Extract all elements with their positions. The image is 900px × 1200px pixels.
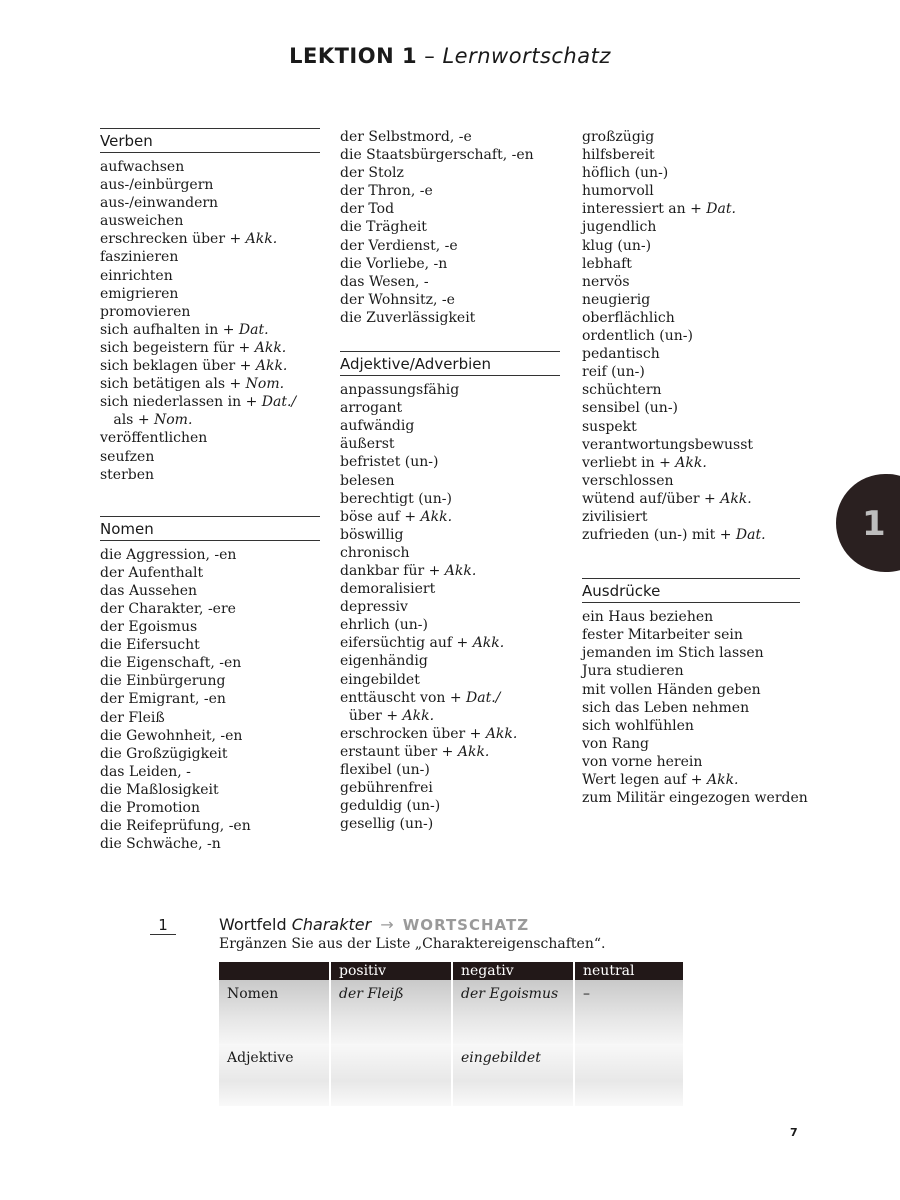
nomen-list xyxy=(100,546,320,854)
table-row xyxy=(219,980,683,1044)
list-item: sterben xyxy=(100,466,155,483)
list-item: promovieren xyxy=(100,303,191,320)
list-item: Wert legen auf + Akk. xyxy=(582,772,739,788)
list-item: zivilisiert xyxy=(582,508,648,525)
list-item: der Wohnsitz, -e xyxy=(340,291,455,308)
page-number: 7 xyxy=(790,1126,798,1139)
list-item: höflich (un-) xyxy=(582,165,669,182)
list-item: pedantisch xyxy=(582,346,660,363)
list-item: demoralisiert xyxy=(340,581,436,598)
list-item: der Fleiß xyxy=(100,709,165,726)
column-right xyxy=(582,128,808,807)
page-title xyxy=(0,44,900,68)
list-item: die Trägheit xyxy=(340,219,427,236)
list-item: über + Akk. xyxy=(340,707,435,724)
list-item: zufrieden (un-) mit + Dat. xyxy=(582,527,766,544)
section-heading-verben: Verben xyxy=(100,128,320,153)
section-heading-nomen: Nomen xyxy=(100,516,320,541)
list-item: eifersüchtig auf + Akk. xyxy=(340,635,505,652)
nomen-continued-list xyxy=(340,128,560,327)
list-item: als + Nom. xyxy=(100,412,193,429)
list-item: die Großzügigkeit xyxy=(100,745,228,762)
table-header-neutral: neutral xyxy=(574,962,683,980)
list-item: flexibel (un-) xyxy=(340,762,430,778)
list-item: ein Haus beziehen xyxy=(582,609,714,626)
list-item: die Zuverlässigkeit xyxy=(340,309,476,326)
cell-positiv: der Fleiß xyxy=(330,980,452,1044)
list-item: aufwändig xyxy=(340,418,415,435)
exercise-title-plain: Wortfeld xyxy=(219,915,287,934)
list-item: sich begeistern für + Akk. xyxy=(100,339,287,356)
list-item: verschlossen xyxy=(582,472,674,489)
exercise-title xyxy=(219,916,529,934)
list-item: jugendlich xyxy=(582,219,657,236)
list-item: zum Militär eingezogen werden xyxy=(582,790,808,807)
list-item: verantwortungsbewusst xyxy=(582,436,754,453)
list-item: verliebt in + Akk. xyxy=(582,454,707,471)
list-item: eigenhändig xyxy=(340,653,428,670)
list-item: ordentlich (un-) xyxy=(582,328,693,345)
column-middle xyxy=(340,128,560,833)
title-dash: – xyxy=(424,44,436,68)
list-item: ausweichen xyxy=(100,213,184,230)
list-item: mit vollen Händen geben xyxy=(582,681,761,698)
list-item: nervös xyxy=(582,273,630,290)
list-item: humorvoll xyxy=(582,183,654,200)
list-item: klug (un-) xyxy=(582,237,652,254)
list-item: fester Mitarbeiter sein xyxy=(582,627,743,644)
exercise-title-italic: Charakter xyxy=(291,915,372,934)
list-item: depressiv xyxy=(340,599,408,616)
cell-negativ: eingebildet xyxy=(452,1044,574,1106)
column-left xyxy=(100,128,320,853)
chapter-tab-number: 1 xyxy=(862,504,886,544)
list-item: gebührenfrei xyxy=(340,780,433,797)
lesson-label: LEKTION 1 xyxy=(289,44,418,68)
adjektive-list xyxy=(340,381,560,833)
list-item: der Egoismus xyxy=(100,619,198,636)
list-item: sich aufhalten in + Dat. xyxy=(100,321,269,338)
list-item: befristet (un-) xyxy=(340,454,439,471)
list-item: sich wohlfühlen xyxy=(582,717,694,734)
table-header-row xyxy=(219,962,683,980)
list-item: seufzen xyxy=(100,448,155,465)
list-item: die Staatsbürgerschaft, -en xyxy=(340,147,534,164)
table-row xyxy=(219,1044,683,1106)
verben-list xyxy=(100,158,320,484)
list-item: die Promotion xyxy=(100,800,200,816)
list-item: geduldig (un-) xyxy=(340,798,441,815)
list-item: lebhaft xyxy=(582,255,632,272)
list-item: hilfsbereit xyxy=(582,147,655,164)
list-item: großzügig xyxy=(582,129,655,145)
list-item: erschrocken über + Akk. xyxy=(340,725,518,742)
list-item: der Charakter, -ere xyxy=(100,600,236,617)
list-item: sensibel (un-) xyxy=(582,400,679,417)
exercise-reference: WORTSCHATZ xyxy=(402,916,530,934)
list-item: sich das Leben nehmen xyxy=(582,699,750,716)
table-header-negativ: negativ xyxy=(452,962,574,980)
list-item: reif (un-) xyxy=(582,364,645,381)
list-item: Jura studieren xyxy=(582,663,684,680)
list-item: der Selbstmord, -e xyxy=(340,129,472,145)
list-item: emigrieren xyxy=(100,285,179,302)
list-item: die Schwäche, -n xyxy=(100,836,221,853)
cell-negativ: der Egoismus xyxy=(452,980,574,1044)
list-item: berechtigt (un-) xyxy=(340,490,452,507)
list-item: sich niederlassen in + Dat./ xyxy=(100,394,297,411)
list-item: suspekt xyxy=(582,418,637,435)
arrow-icon: → xyxy=(380,915,394,934)
cell-positiv xyxy=(330,1044,452,1106)
ausdruecke-list xyxy=(582,608,808,807)
list-item: der Aufenthalt xyxy=(100,564,204,581)
list-item: die Maßlosigkeit xyxy=(100,781,219,798)
list-item: böse auf + Akk. xyxy=(340,508,453,525)
list-item: schüchtern xyxy=(582,382,662,399)
list-item: der Emigrant, -en xyxy=(100,691,226,708)
list-item: jemanden im Stich lassen xyxy=(582,645,764,662)
list-item: faszinieren xyxy=(100,249,179,266)
list-item: die Vorliebe, -n xyxy=(340,255,448,272)
list-item: sich beklagen über + Akk. xyxy=(100,358,288,375)
list-item: enttäuscht von + Dat./ xyxy=(340,689,501,706)
table-header-empty xyxy=(219,962,330,980)
list-item: aufwachsen xyxy=(100,159,185,175)
list-item: das Leiden, - xyxy=(100,763,191,780)
list-item: die Eifersucht xyxy=(100,637,200,654)
list-item: erstaunt über + Akk. xyxy=(340,743,490,760)
list-item: wütend auf/über + Akk. xyxy=(582,490,752,507)
list-item: oberflächlich xyxy=(582,309,675,326)
list-item: der Stolz xyxy=(340,165,404,182)
list-item: von Rang xyxy=(582,735,649,752)
list-item: erschrecken über + Akk. xyxy=(100,231,278,248)
row-label: Nomen xyxy=(219,980,330,1044)
exercise-number: 1 xyxy=(150,916,176,935)
list-item: neugierig xyxy=(582,291,651,308)
list-item: anpassungsfähig xyxy=(340,382,460,399)
section-heading-ausdruecke: Ausdrücke xyxy=(582,578,800,603)
list-item: eingebildet xyxy=(340,671,420,688)
list-item: die Aggression, -en xyxy=(100,546,237,563)
list-item: der Verdienst, -e xyxy=(340,237,458,254)
cell-neutral: – xyxy=(574,980,683,1044)
list-item: der Thron, -e xyxy=(340,183,433,200)
list-item: veröffentlichen xyxy=(100,430,208,447)
list-item: arrogant xyxy=(340,400,403,417)
list-item: gesellig (un-) xyxy=(340,816,434,833)
chapter-tab xyxy=(836,474,900,572)
exercise-instruction: Ergänzen Sie aus der Liste „Charaktereigenschaften“. xyxy=(219,936,606,952)
list-item: einrichten xyxy=(100,267,173,284)
list-item: von vorne herein xyxy=(582,753,703,770)
list-item: das Wesen, - xyxy=(340,273,429,290)
list-item: belesen xyxy=(340,472,395,489)
list-item: chronisch xyxy=(340,544,410,561)
list-item: aus-/einbürgern xyxy=(100,177,214,194)
list-item: böswillig xyxy=(340,526,404,543)
section-heading-adjektive: Adjektive/Adverbien xyxy=(340,351,560,376)
list-item: die Eigenschaft, -en xyxy=(100,655,242,672)
list-item: ehrlich (un-) xyxy=(340,617,428,634)
list-item: äußerst xyxy=(340,436,395,453)
exercise-table xyxy=(219,962,683,1106)
list-item: die Einbürgerung xyxy=(100,673,226,690)
list-item: die Reifeprüfung, -en xyxy=(100,818,251,835)
table-header-positiv: positiv xyxy=(330,962,452,980)
list-item: aus-/einwandern xyxy=(100,195,219,212)
list-item: sich betätigen als + Nom. xyxy=(100,376,285,393)
list-item: interessiert an + Dat. xyxy=(582,201,736,218)
list-item: die Gewohnheit, -en xyxy=(100,727,243,744)
list-item: dankbar für + Akk. xyxy=(340,562,477,579)
row-label: Adjektive xyxy=(219,1044,330,1106)
lesson-subtitle: Lernwortschatz xyxy=(442,44,611,68)
list-item: das Aussehen xyxy=(100,582,198,599)
list-item: der Tod xyxy=(340,201,395,218)
cell-neutral xyxy=(574,1044,683,1106)
adjektive-continued-list xyxy=(582,128,800,544)
